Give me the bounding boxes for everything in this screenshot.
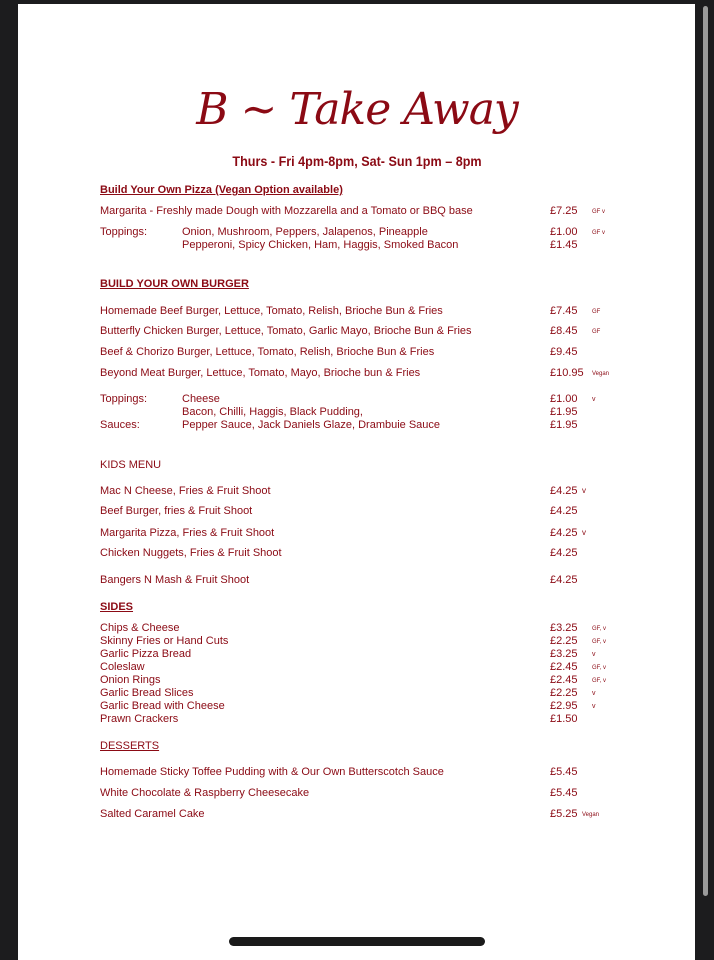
burger-item-tag: Vegan — [592, 371, 610, 377]
kids-heading: KIDS MENU — [100, 459, 162, 471]
kids-item-price: £4.25 — [550, 527, 578, 539]
burger-item-name: Homemade Beef Burger, Lettuce, Tomato, Relish, Brioche Bun & Fries — [100, 305, 443, 317]
pizza-topping-name: Onion, Mushroom, Peppers, Jalapenos, Pineapple — [182, 226, 428, 238]
burger-heading: BUILD YOUR OWN BURGER — [100, 278, 249, 290]
kids-item-tag: v — [582, 528, 586, 537]
burger-item-price: £7.45 — [550, 305, 578, 317]
side-item-price: £2.95 — [550, 700, 578, 712]
burger-item-price: £8.45 — [550, 325, 578, 337]
side-item-price: £2.25 — [550, 687, 578, 699]
dessert-item-price: £5.45 — [550, 787, 578, 799]
desserts-heading: DESSERTS — [100, 740, 160, 752]
menu-title: B ~ Take Away — [196, 84, 518, 135]
side-item-name: Garlic Pizza Bread — [100, 648, 192, 660]
burger-item-name: Beyond Meat Burger, Lettuce, Tomato, Mayo, Brioche bun & Fries — [100, 367, 421, 379]
kids-item-price: £4.25 — [550, 574, 578, 586]
side-item-tag: GF, v — [592, 678, 607, 684]
side-item-tag: GF, v — [592, 639, 607, 645]
pizza-toppings-label: Toppings: — [100, 226, 148, 238]
burger-item-name: Beef & Chorizo Burger, Lettuce, Tomato, Relish, Brioche Bun & Fries — [100, 346, 435, 358]
dessert-item-price: £5.25 — [550, 808, 578, 820]
kids-item-name: Bangers N Mash & Fruit Shoot — [100, 574, 250, 586]
side-item-name: Onion Rings — [100, 674, 161, 686]
side-item-tag: v — [592, 651, 596, 658]
kids-item-price: £4.25 — [550, 485, 578, 497]
kids-item-name: Margarita Pizza, Fries & Fruit Shoot — [100, 527, 275, 539]
side-item-name: Prawn Crackers — [100, 713, 179, 725]
burger-sauces-price: £1.95 — [550, 419, 578, 431]
side-item-tag: GF, v — [592, 626, 607, 632]
burger-toppings-label: Toppings: — [100, 393, 148, 405]
kids-item-price: £4.25 — [550, 505, 578, 517]
side-item-name: Skinny Fries or Hand Cuts — [100, 635, 229, 647]
home-indicator[interactable] — [229, 937, 485, 946]
side-item-tag: v — [592, 703, 596, 710]
pizza-topping-tag: GF v — [592, 230, 605, 236]
kids-item-name: Mac N Cheese, Fries & Fruit Shoot — [100, 485, 271, 497]
pizza-topping-price: £1.45 — [550, 239, 578, 251]
opening-hours: Thurs - Fri 4pm-8pm, Sat- Sun 1pm – 8pm — [232, 153, 482, 169]
pizza-base-name: Margarita - Freshly made Dough with Mozzarella and a Tomato or BBQ base — [100, 205, 473, 217]
side-item-price: £2.25 — [550, 635, 578, 647]
burger-item-price: £9.45 — [550, 346, 578, 358]
burger-item-tag: GF — [592, 309, 601, 315]
pizza-base-tag: GF v — [592, 209, 605, 215]
burger-topping-name: Cheese — [182, 393, 220, 405]
side-item-price: £2.45 — [550, 674, 578, 686]
dessert-item-name: Salted Caramel Cake — [100, 808, 205, 820]
side-item-name: Garlic Bread Slices — [100, 687, 194, 699]
burger-item-price: £10.95 — [550, 367, 584, 379]
dessert-item-price: £5.45 — [550, 766, 578, 778]
scrollbar[interactable] — [703, 6, 708, 896]
pizza-topping-name: Pepperoni, Spicy Chicken, Ham, Haggis, Smoked Bacon — [182, 239, 459, 251]
dessert-item-name: White Chocolate & Raspberry Cheesecake — [100, 787, 310, 799]
dessert-item-tag: Vegan — [582, 812, 600, 818]
side-item-price: £1.50 — [550, 713, 578, 725]
side-item-tag: v — [592, 690, 596, 697]
pizza-heading: Build Your Own Pizza (Vegan Option available) — [100, 184, 343, 196]
side-item-name: Coleslaw — [100, 661, 145, 673]
side-item-name: Chips & Cheese — [100, 622, 180, 634]
side-item-price: £2.45 — [550, 661, 578, 673]
side-item-name: Garlic Bread with Cheese — [100, 700, 225, 712]
kids-item-tag: v — [582, 486, 586, 495]
burger-item-name: Butterfly Chicken Burger, Lettuce, Tomato, Garlic Mayo, Brioche Bun & Fries — [100, 325, 472, 337]
burger-sauces-label: Sauces: — [100, 419, 140, 431]
side-item-price: £3.25 — [550, 622, 578, 634]
burger-item-tag: GF — [592, 329, 601, 335]
burger-topping-name: Bacon, Chilli, Haggis, Black Pudding, — [182, 406, 363, 418]
pizza-base-price: £7.25 — [550, 205, 578, 217]
burger-sauces-name: Pepper Sauce, Jack Daniels Glaze, Drambuie Sauce — [182, 419, 441, 431]
sides-heading: SIDES — [100, 601, 134, 613]
kids-item-name: Chicken Nuggets, Fries & Fruit Shoot — [100, 547, 282, 559]
side-item-price: £3.25 — [550, 648, 578, 660]
dessert-item-name: Homemade Sticky Toffee Pudding with & Our Own Butterscotch Sauce — [100, 766, 444, 778]
burger-topping-tag: v — [592, 396, 596, 403]
pizza-topping-price: £1.00 — [550, 226, 578, 238]
kids-item-name: Beef Burger, fries & Fruit Shoot — [100, 505, 253, 517]
burger-topping-price: £1.95 — [550, 406, 578, 418]
kids-item-price: £4.25 — [550, 547, 578, 559]
burger-topping-price: £1.00 — [550, 393, 578, 405]
side-item-tag: GF, v — [592, 665, 607, 671]
